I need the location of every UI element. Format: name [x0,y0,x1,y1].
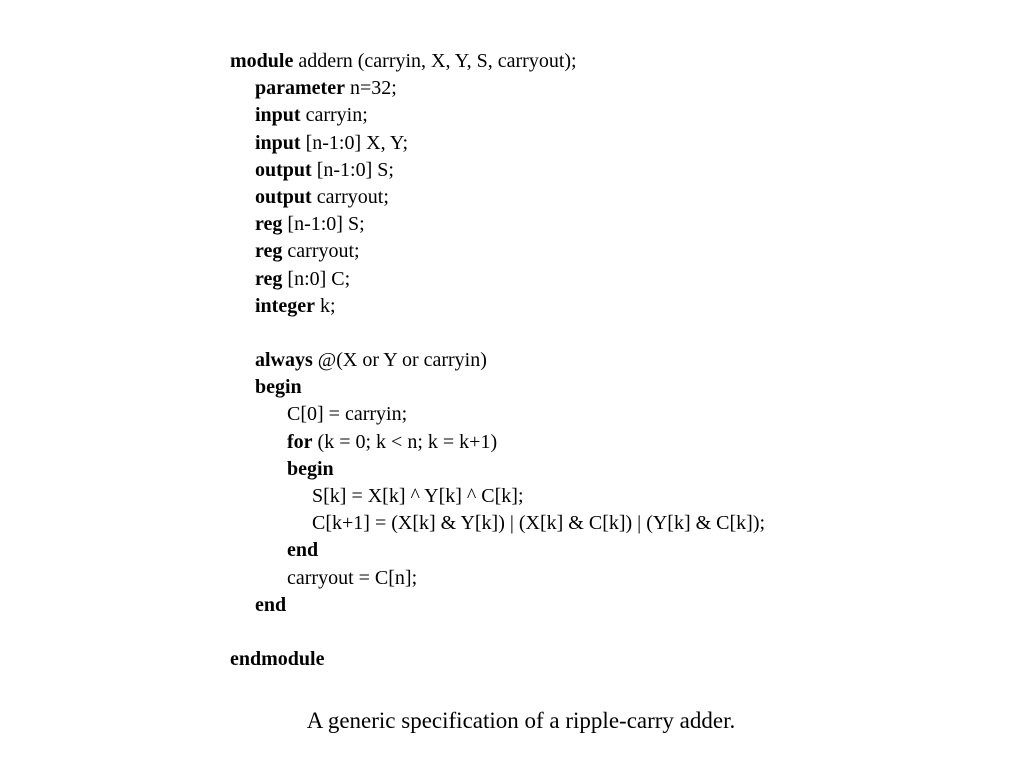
code-keyword: module [230,50,294,72]
code-text: k; [314,294,336,317]
code-line [230,293,765,320]
code-keyword: input [255,104,301,127]
code-line [230,157,765,184]
code-keyword: parameter [255,77,345,100]
code-keyword: reg [255,267,283,290]
code-keyword: always [255,349,313,372]
code-keyword: reg [255,240,283,263]
code-keyword: input [255,131,301,154]
code-line [230,565,765,592]
code-keyword: output [255,158,312,181]
code-text: [n-1:0] S; [311,158,394,181]
code-line [230,646,765,673]
code-line [230,75,765,102]
code-keyword: begin [255,376,302,399]
code-line [230,592,765,619]
code-text: [n:0] C; [282,267,351,290]
code-text: @(X or Y or carryin) [312,349,487,372]
code-line [230,456,765,483]
code-line [230,266,765,293]
code-line [230,510,765,537]
code-keyword: for [287,430,313,453]
code-line [230,184,765,211]
code-line [230,102,765,129]
code-line [230,429,765,456]
code-text: [n-1:0] S; [282,213,365,236]
code-listing [230,48,765,673]
code-line [230,537,765,564]
figure-caption: A generic specification of a ripple-carry adder. [306,708,736,733]
code-line [230,238,765,265]
code-text: carryout; [311,185,389,208]
code-line [230,483,765,510]
code-line [230,211,765,238]
code-keyword: end [255,593,287,616]
code-text: carryout; [282,240,360,263]
code-text: n=32; [344,77,397,100]
code-keyword: output [255,185,312,208]
code-text: carryout = C[n]; [287,566,418,589]
code-text: (k = 0; k < n; k = k+1) [312,430,498,453]
code-line [230,374,765,401]
code-keyword: reg [255,213,283,236]
code-text: C[k+1] = (X[k] & Y[k]) | (X[k] & C[k]) | (Y[k] & C[k]); [312,512,766,535]
code-line [230,320,765,347]
code-line [230,130,765,157]
code-keyword: endmodule [230,648,325,671]
code-text: carryin; [300,104,368,127]
code-text: addern (carryin, X, Y, S, carryout); [293,50,577,72]
code-keyword: integer [255,294,315,317]
code-text: [n-1:0] X, Y; [300,131,408,154]
code-keyword: begin [287,457,334,480]
code-line [230,347,765,374]
code-line [230,48,765,75]
code-keyword: end [287,539,319,562]
code-line [230,619,765,646]
code-text: S[k] = X[k] ^ Y[k] ^ C[k]; [312,485,524,507]
code-text: C[0] = carryin; [287,403,408,426]
code-line [230,401,765,428]
